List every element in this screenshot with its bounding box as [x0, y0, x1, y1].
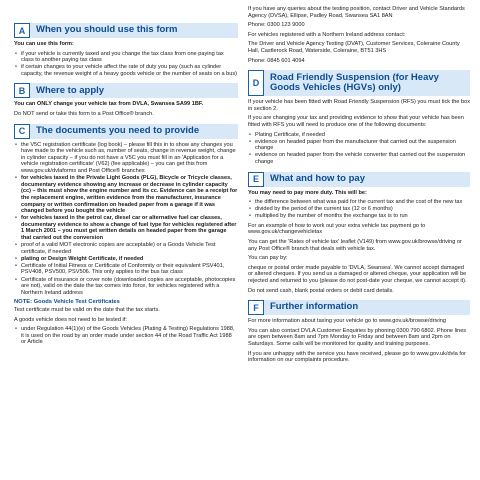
section-d-text: If you are changing your tax and providing evidence to show that your vehicle has been fitted with RFS you will need to produce one of the following documents: [248, 115, 464, 128]
list-item: • for vehicles taxed in the petrol car, diesel car or alternative fuel car classes, documentary evidence to show a change of fuel type for vehicles registered after 1 March 2001 – you must get written details on headed paper from the garage that carried out the conversion [14, 215, 238, 241]
note-title: NOTE: Goods Vehicle Test Certificates [14, 299, 120, 306]
section-a-intro: You can use this form: [14, 41, 74, 47]
list-item: • evidence on headed paper from the manufacturer that carried out the suspension change [248, 139, 470, 152]
section-e-text: cheque or postal order made payable to 'DVLA, Swansea'. We cannot accept damaged or altered cheques. If you send us a damaged or altered cheque, your application will be rejected and returned to you (please do not post-date your cheque, we cannot accept it). [248, 264, 467, 285]
left-column [14, 23, 238, 349]
contact-phone: Phone: 0300 123 9000 [248, 22, 305, 29]
section-b-header [14, 83, 238, 98]
list-item: • Certificate of Initial Fitness or Certificate of Conformity or their equivalent PSV401, PSV408, PSV500, PSV506. This only applies to the bus tax class [14, 263, 238, 276]
note-list [14, 326, 238, 346]
section-f-header [248, 300, 470, 315]
list-item: • proof of a valid MOT electronic copies are acceptable) or a Goods Vehicle Test certificate, if needed [14, 242, 238, 255]
section-e-header [248, 172, 470, 187]
section-title: Road Friendly Suspension (for Heavy Goods Vehicles (HGVs) only) [264, 70, 470, 96]
section-letter: E [248, 172, 264, 187]
list-item: • under Regulation 44(1)(e) of the Goods Vehicles (Plating & Testing) Regulations 1988, it is used on the road by an order made under section 44 of the Road Traffic Act 1988 or Article [14, 326, 238, 346]
list-item: • Certificate of insurance or cover note (downloaded copies are acceptable, photocopies are not), valid on the date the tax comes into force, for vehicles registered with a Northern Ireland address [14, 277, 238, 297]
section-f-text: For more information about taxing your vehicle go to www.gov.uk/browse/driving [248, 318, 446, 325]
section-b-text: You can ONLY change your vehicle tax from DVLA, Swansea SA99 1BF. [14, 101, 204, 108]
section-letter: F [248, 300, 264, 315]
list-item: • the difference between what was paid for the current tax and the cost of the new tax [248, 199, 470, 206]
section-c-list [14, 142, 238, 297]
section-letter: B [14, 83, 30, 98]
note-text: Test certificate must be valid on the date that the tax starts. [14, 307, 160, 314]
section-f-text: You can also contact DVLA Customer Enquiries by phoning 0300 790 6802. Phone lines are open between 8am and 7pm Monday to Friday and between 8am and 2pm on Saturdays. Some calls will be monitored for quality and training purposes. [248, 327, 467, 347]
section-letter: D [248, 70, 264, 96]
contact-text: If you have any queries about the testing position, contact Driver and Vehicle Standards Agency (DVSA), Ellipse, Padley Road, Swansea SA1 8AN [248, 6, 465, 19]
section-f-text: If you are unhappy with the service you have received, please go to www.gov.uk/dvla for information on our complaints procedure. [248, 350, 466, 364]
section-d-text: If your vehicle has been fitted with Road Friendly Suspension (RFS) you must tick the box in section 2. [248, 99, 470, 112]
note-text: A goods vehicle does not need to be tested if: [14, 316, 127, 323]
right-column [248, 6, 470, 367]
section-e-text: You can pay by: [248, 255, 288, 262]
section-e-intro: You may need to pay more duty. This will be: [248, 189, 367, 196]
list-item: • Plating Certificate, if needed [248, 132, 470, 139]
section-d-header [248, 70, 470, 96]
section-e-text: Do not send cash, blank postal orders or debit card details. [248, 287, 394, 294]
contact-phone: Phone: 0845 601 4094 [248, 57, 305, 64]
section-e-text: You can get the 'Rates of vehicle tax' leaflet (V149) from www.gov.uk/browse/driving or any Post Office® branch that deals with vehicle tax. [248, 239, 462, 252]
list-item: • for vehicles taxed in the Private Light Goods (PLG), Bicycle or Tricycle classes, documentary evidence showing any increase or decrease in cylinder capacity (cc) – this must show the engine number and its cc. Evidence can be a receipt for the replacement engine, written evidence from the manufacturer, insurance company or written confirmation on headed paper from a garage if it was changed before you bought the vehicle [14, 175, 238, 215]
section-title: The documents you need to provide [30, 124, 238, 139]
section-a-header [14, 23, 238, 38]
section-letter: A [14, 23, 30, 38]
section-a-list [14, 51, 238, 78]
section-e-list [248, 199, 470, 220]
section-letter: C [14, 124, 30, 139]
section-b-text: Do NOT send or take this form to a Post Office® branch. [14, 111, 154, 118]
list-item: • if certain changes to your vehicle affect the rate of duty you pay (such as cylinder capacity, the revenue weight of a heavy goods vehicle or the number of seats on a bus) [14, 64, 238, 77]
list-item: • the V5C registration certificate (log book) – please fill this in to show any changes you have made to the vehicle such as, number of seats, change in revenue weight, change in cylinder capacity – if you do not have a V5C you must fill in an 'Application for a vehicle registration certificate' (V62) (fee applicable) – you can get this from www.gov.uk/dvlaforms and Post Office® branches [14, 142, 238, 175]
list-item: • evidence on headed paper from the vehicle converter that carried out the suspension change [248, 152, 470, 165]
contact-text: For vehicles registered with a Northern Ireland address contact: [248, 31, 406, 38]
section-c-header [14, 124, 238, 139]
list-item: • if your vehicle is currently taxed and you change the tax class from one paying tax class to another paying tax class [14, 51, 238, 64]
section-title: When you should use this form [30, 23, 238, 38]
contact-text: The Driver and Vehicle Agency Testing (DVAT), Customer Services, Coleraine County Hall, Castlerock Road, Waterside, Coleraine, BT51 3HS [248, 41, 460, 54]
section-title: What and how to pay [264, 172, 470, 187]
section-e-text: For an example of how to work out your extra vehicle tax payment go to www.gov.uk/changevehicletax [248, 222, 426, 236]
section-d-list [248, 132, 470, 166]
section-title: Where to apply [30, 83, 238, 98]
list-item: • divided by the period of the current tax (12 or 6 months) [248, 206, 470, 213]
section-title: Further information [264, 300, 470, 315]
list-item: • plating or Design Weight Certificate, if needed [14, 256, 238, 263]
list-item: • multiplied by the number of months the exchange tax is to run [248, 213, 470, 220]
